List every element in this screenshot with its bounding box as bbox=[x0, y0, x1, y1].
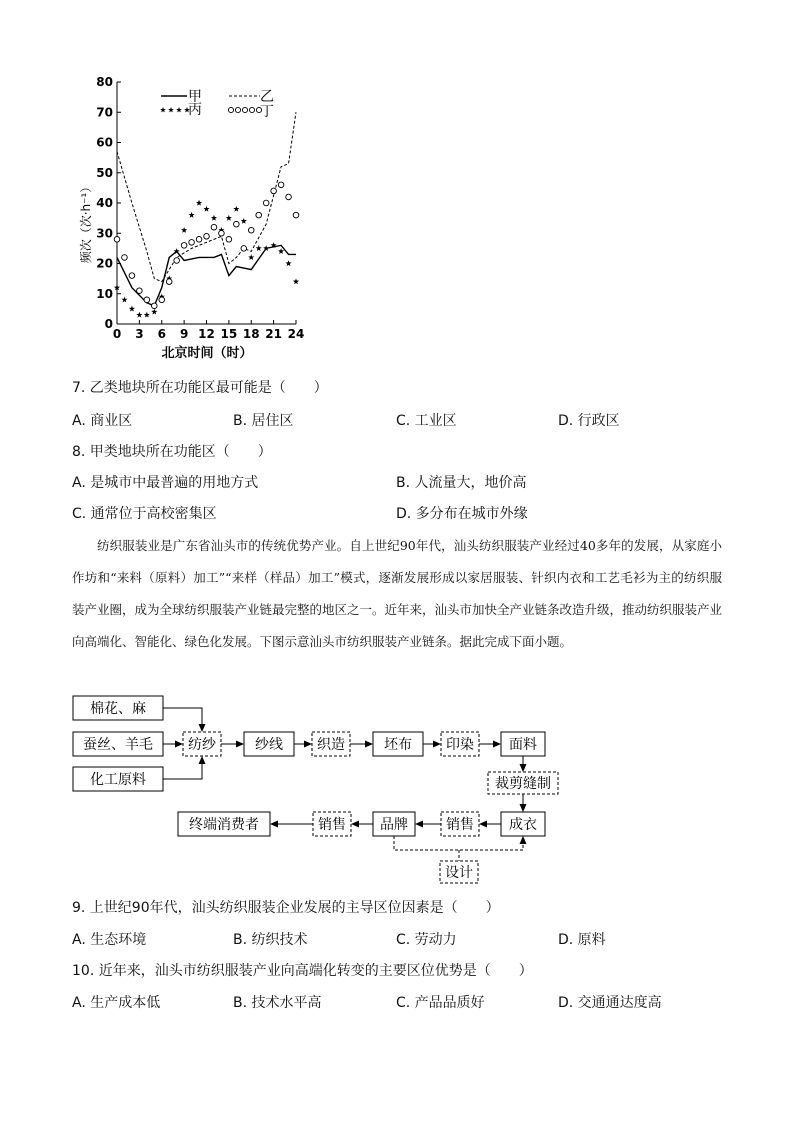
y-tick-label: 70 bbox=[96, 105, 113, 120]
y-tick-label: 10 bbox=[96, 286, 113, 301]
reading-passage bbox=[72, 530, 722, 658]
data-point-circle bbox=[122, 255, 128, 261]
node-cotton bbox=[73, 696, 163, 720]
data-point-star bbox=[129, 306, 135, 312]
question-7-stem: 7. 乙类地块所在功能区最可能是（ ） bbox=[72, 380, 328, 396]
process-dyeing bbox=[441, 732, 479, 756]
q9-option-a: A. 生态环境 bbox=[72, 932, 147, 948]
data-point-circle bbox=[166, 279, 172, 285]
data-point-circle bbox=[144, 297, 150, 303]
svg-text:蚕丝、羊毛: 蚕丝、羊毛 bbox=[83, 737, 153, 753]
legend-circle-marker bbox=[235, 107, 240, 112]
passage-text: 纺织服装业是广东省汕头市的传统优势产业。自上世纪90年代，汕头纺织服装产业经过40多年的发展，从家庭小作坊和“来料（原料）加工”“来样（样品）加工”模式，逐渐发展形成以家居服装、针织内衣和工艺毛衫为主的纺织服装产业圈，成为全球纺织服装产业链最完整的地区之一。近年来，汕头市加快全产业链条改造升级，推动纺织服装产业向高端化、智能化、绿色化发展。下图示意汕头市纺织服装产业链条。据此完成下面小题。 bbox=[72, 538, 723, 649]
data-point-star bbox=[256, 245, 262, 251]
industry-chain-diagram bbox=[60, 688, 580, 888]
legend-star-marker bbox=[168, 107, 174, 112]
data-point-star bbox=[278, 248, 284, 254]
q9-option-c: C. 劳动力 bbox=[396, 932, 457, 948]
legend-star-marker bbox=[176, 107, 182, 112]
data-point-circle bbox=[204, 233, 210, 239]
data-point-star bbox=[286, 260, 292, 266]
data-point-circle bbox=[248, 227, 254, 233]
data-point-star bbox=[196, 200, 202, 206]
series-1 bbox=[117, 112, 296, 281]
y-tick-label: 80 bbox=[96, 75, 113, 89]
data-point-star bbox=[263, 245, 269, 251]
q8-option-c: C. 通常位于高校密集区 bbox=[72, 506, 217, 522]
data-point-star bbox=[181, 227, 187, 233]
data-point-star bbox=[136, 312, 142, 318]
legend-label-ding: 丁 bbox=[260, 104, 274, 120]
x-tick-label: 3 bbox=[135, 327, 144, 341]
data-point-circle bbox=[211, 224, 217, 230]
chart-legend bbox=[160, 89, 274, 120]
x-tick-label: 21 bbox=[265, 327, 282, 341]
data-point-star bbox=[189, 212, 195, 218]
question-9-stem: 9. 上世纪90年代，汕头纺织服装企业发展的主导区位因素是（ ） bbox=[72, 900, 500, 916]
node-consumer bbox=[178, 812, 270, 836]
svg-text:面料: 面料 bbox=[509, 737, 537, 753]
svg-text:设计: 设计 bbox=[445, 865, 473, 881]
data-point-circle bbox=[196, 237, 202, 243]
q10-option-b: B. 技术水平高 bbox=[233, 995, 322, 1011]
x-tick-label: 24 bbox=[287, 327, 305, 341]
question-8-stem: 8. 甲类地块所在功能区（ ） bbox=[72, 444, 272, 460]
data-point-circle bbox=[234, 221, 240, 227]
process-spinning bbox=[183, 732, 221, 756]
y-axis-label bbox=[78, 181, 93, 264]
data-point-circle bbox=[226, 237, 232, 243]
data-point-circle bbox=[293, 212, 299, 218]
q8-option-a: A. 是城市中最普遍的用地方式 bbox=[72, 475, 259, 491]
data-point-star bbox=[144, 312, 150, 318]
data-point-circle bbox=[286, 194, 292, 200]
q10-option-a: A. 生产成本低 bbox=[72, 995, 161, 1011]
node-silk bbox=[73, 732, 163, 756]
q7-option-a: A. 商业区 bbox=[72, 413, 133, 429]
legend-label-bing: 丙 bbox=[188, 102, 202, 118]
svg-text:裁剪缝制: 裁剪缝制 bbox=[495, 776, 551, 792]
question-10-stem: 10. 近年来，汕头市纺织服装产业向高端化转变的主要区位优势是（ ） bbox=[72, 963, 533, 979]
process-weaving bbox=[312, 732, 350, 756]
data-point-star bbox=[211, 215, 217, 221]
x-tick-label: 6 bbox=[157, 327, 166, 341]
data-point-circle bbox=[278, 182, 284, 188]
data-point-star bbox=[151, 309, 157, 315]
flow-arrows bbox=[163, 708, 523, 861]
y-tick-label: 0 bbox=[104, 317, 113, 331]
data-point-circle bbox=[129, 273, 135, 279]
svg-text:织造: 织造 bbox=[317, 737, 345, 753]
process-cutting-sewing bbox=[488, 772, 558, 794]
data-point-star bbox=[121, 297, 127, 303]
y-tick-label: 60 bbox=[96, 135, 113, 150]
legend-circle-marker bbox=[228, 107, 233, 112]
q9-option-b: B. 纺织技术 bbox=[233, 932, 308, 948]
node-fabric bbox=[501, 732, 545, 756]
data-point-circle bbox=[241, 246, 247, 252]
y-tick-label: 30 bbox=[96, 226, 113, 241]
data-point-circle bbox=[137, 288, 143, 294]
node-brand bbox=[373, 812, 415, 836]
data-point-circle bbox=[114, 237, 120, 243]
node-greige bbox=[373, 732, 423, 756]
svg-text:纱线: 纱线 bbox=[255, 737, 283, 753]
y-tick-label: 40 bbox=[96, 196, 113, 210]
svg-text:纺纱: 纺纱 bbox=[188, 737, 216, 753]
x-tick-label: 12 bbox=[198, 327, 215, 341]
node-yarn bbox=[244, 732, 294, 756]
svg-text:坯布: 坯布 bbox=[384, 737, 412, 753]
series-3 bbox=[114, 182, 299, 309]
data-point-circle bbox=[271, 188, 277, 194]
node-garment bbox=[501, 812, 545, 836]
q10-option-c: C. 产品品质好 bbox=[396, 995, 485, 1011]
frequency-line-chart bbox=[70, 72, 320, 372]
legend-circle-marker bbox=[242, 107, 247, 112]
x-tick-label: 9 bbox=[179, 327, 189, 341]
data-point-star bbox=[226, 215, 232, 221]
data-point-circle bbox=[174, 258, 180, 264]
svg-text:棉花、麻: 棉花、麻 bbox=[90, 701, 146, 717]
y-tick-label: 20 bbox=[96, 256, 113, 271]
q8-option-b: B. 人流量大，地价高 bbox=[396, 475, 527, 491]
data-point-star bbox=[203, 206, 209, 212]
legend-circle-marker bbox=[249, 107, 254, 112]
data-point-circle bbox=[189, 240, 195, 246]
svg-text:销售: 销售 bbox=[318, 817, 346, 833]
data-point-star bbox=[248, 254, 254, 260]
data-point-circle bbox=[151, 303, 157, 309]
legend-star-marker bbox=[160, 107, 166, 112]
process-sales-2 bbox=[313, 812, 351, 836]
svg-text:印染: 印染 bbox=[446, 737, 474, 753]
x-tick-label: 0 bbox=[112, 327, 122, 341]
x-axis-label: 北京时间（时） bbox=[161, 346, 253, 361]
svg-text:销售: 销售 bbox=[446, 817, 474, 833]
series-line bbox=[117, 112, 296, 281]
x-tick-label: 15 bbox=[220, 327, 238, 341]
series-line bbox=[117, 245, 296, 306]
node-chemical bbox=[73, 767, 163, 791]
q9-option-d: D. 原料 bbox=[558, 932, 606, 948]
data-point-circle bbox=[256, 212, 262, 218]
svg-text:频次（次·h⁻¹）: 频次（次·h⁻¹） bbox=[79, 180, 93, 264]
q8-option-d: D. 多分布在城市外缘 bbox=[396, 506, 528, 522]
svg-text:品牌: 品牌 bbox=[380, 817, 408, 833]
process-sales-1 bbox=[441, 812, 479, 836]
q7-option-b: B. 居住区 bbox=[233, 413, 294, 429]
svg-text:成衣: 成衣 bbox=[509, 817, 537, 833]
y-tick-label: 50 bbox=[96, 165, 113, 180]
x-tick-label: 18 bbox=[242, 327, 260, 341]
series-2 bbox=[114, 200, 299, 318]
q10-option-d: D. 交通通达度高 bbox=[558, 995, 662, 1011]
data-point-star bbox=[293, 278, 299, 284]
process-design bbox=[440, 861, 478, 883]
svg-text:化工原料: 化工原料 bbox=[90, 772, 146, 788]
legend-label-jia: 甲 bbox=[188, 89, 202, 105]
data-point-circle bbox=[159, 297, 165, 303]
data-point-star bbox=[233, 206, 239, 212]
data-point-circle bbox=[181, 243, 187, 249]
q7-option-c: C. 工业区 bbox=[396, 413, 457, 429]
series-0 bbox=[117, 245, 296, 306]
svg-text:终端消费者: 终端消费者 bbox=[189, 817, 259, 833]
data-point-circle bbox=[263, 200, 269, 206]
data-point-star bbox=[241, 218, 247, 224]
data-point-circle bbox=[219, 230, 225, 236]
q7-option-d: D. 行政区 bbox=[558, 413, 620, 429]
legend-label-yi: 乙 bbox=[260, 89, 274, 105]
